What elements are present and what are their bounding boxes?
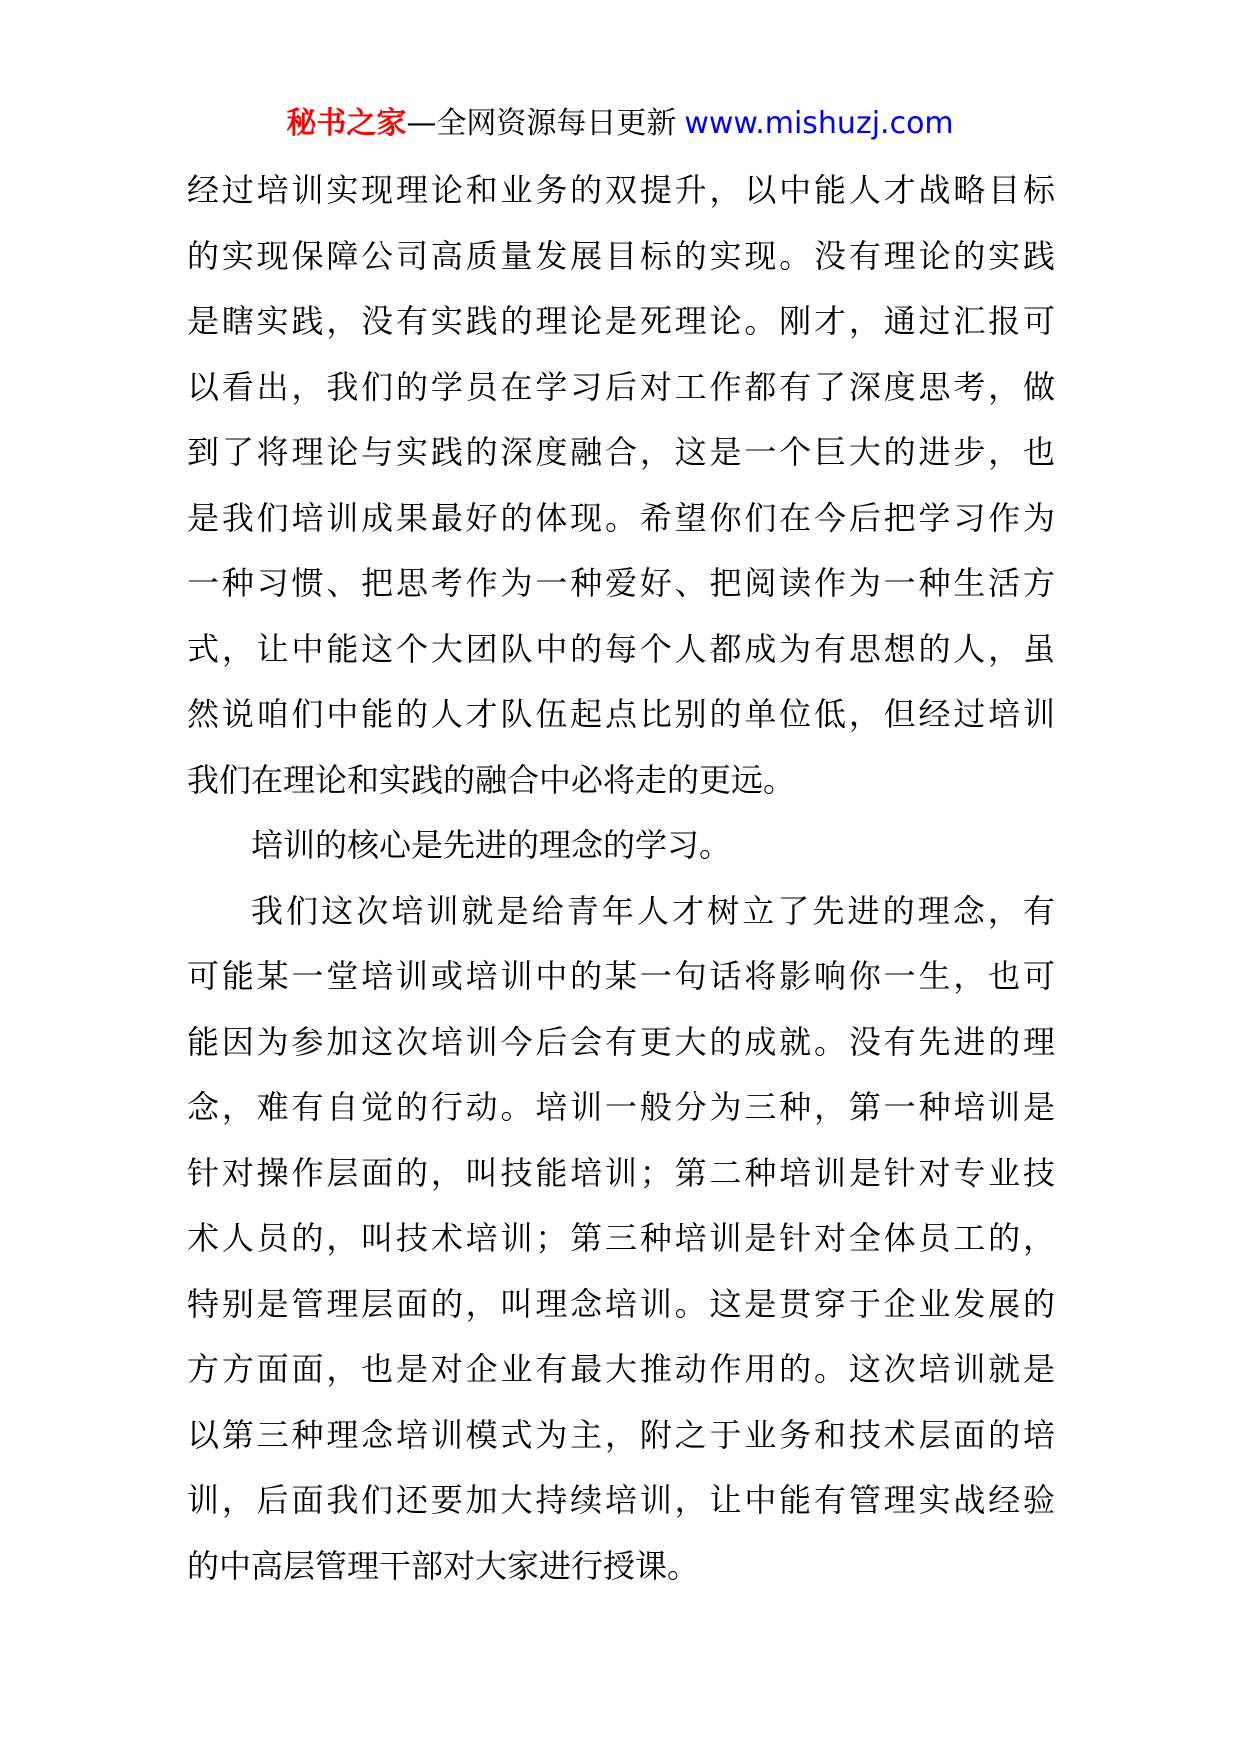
text-line: 是瞎实践，没有实践的理论是死理论。刚才，通过汇报可 xyxy=(187,302,1055,340)
site-header xyxy=(0,104,1240,144)
text-line: 方方面面，也是对企业有最大推动作用的。这次培训就是 xyxy=(187,1350,1055,1388)
text-line: 式，让中能这个大团队中的每个人都成为有思想的人，虽 xyxy=(187,629,1055,668)
text-line: 可能某一堂培训或培训中的某一句话将影响你一生，也可 xyxy=(187,957,1055,995)
text-line: 术人员的，叫技术培训；第三种培训是针对全体员工的， xyxy=(187,1219,1055,1257)
text-line: 我们这次培训就是给青年人才树立了先进的理念，有 xyxy=(251,891,1055,930)
brand-name: 秘书之家 xyxy=(286,106,407,141)
site-url-link[interactable]: www.mishuzj.com xyxy=(684,106,954,141)
document-body xyxy=(187,158,1055,1599)
text-line: 经过培训实现理论和业务的双提升，以中能人才战略目标 xyxy=(187,171,1055,209)
text-line: 的中高层管理干部对大家进行授课。 xyxy=(187,1546,700,1585)
header-tagline: —全网资源每日更新 xyxy=(406,106,677,141)
text-line: 我们在理论和实践的融合中必将走的更远。 xyxy=(187,760,796,799)
text-line: 一种习惯、把思考作为一种爱好、把阅读作为一种生活方 xyxy=(187,564,1055,602)
text-line: 特别是管理层面的，叫理念培训。这是贯穿于企业发展的 xyxy=(187,1284,1055,1323)
paragraph xyxy=(187,158,1055,813)
text-line: 到了将理论与实践的深度融合，这是一个巨大的进步，也 xyxy=(187,433,1055,471)
paragraph xyxy=(187,813,1055,879)
text-line: 以第三种理念培训模式为主，附之于业务和技术层面的培 xyxy=(187,1415,1055,1454)
text-line: 训，后面我们还要加大持续培训，让中能有管理实战经验 xyxy=(187,1481,1055,1519)
text-line: 能因为参加这次培训今后会有更大的成就。没有先进的理 xyxy=(187,1022,1055,1061)
text-line: 针对操作层面的，叫技能培训；第二种培训是针对专业技 xyxy=(187,1153,1055,1192)
text-line: 是我们培训成果最好的体现。希望你们在今后把学习作为 xyxy=(187,498,1055,537)
text-line: 然说咱们中能的人才队伍起点比别的单位低，但经过培训 xyxy=(187,695,1055,733)
text-line: 念，难有自觉的行动。培训一般分为三种，第一种培训是 xyxy=(187,1088,1055,1126)
text-line: 的实现保障公司高质量发展目标的实现。没有理论的实践 xyxy=(187,236,1055,275)
paragraph xyxy=(187,879,1055,1600)
text-line: 以看出，我们的学员在学习后对工作都有了深度思考，做 xyxy=(187,367,1055,406)
text-line: 培训的核心是先进的理念的学习。 xyxy=(251,826,732,864)
